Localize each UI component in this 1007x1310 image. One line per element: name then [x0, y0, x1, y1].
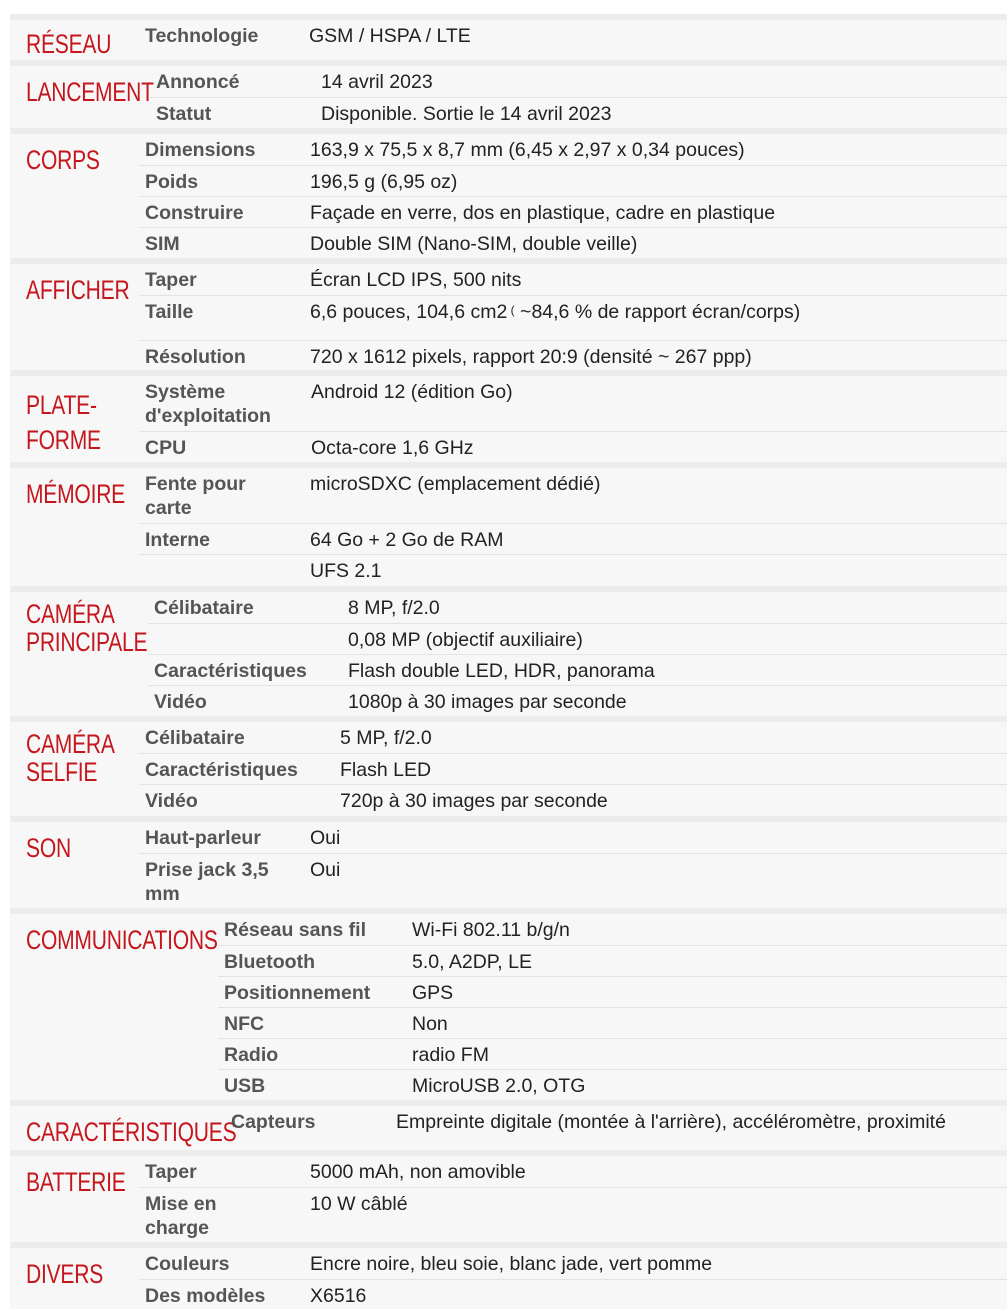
- spec-row: [139, 523, 1007, 554]
- spec-label: Couleurs: [145, 1253, 230, 1275]
- spec-label: Vidéo: [145, 790, 198, 812]
- section-title: CARACTÉRISTIQUES: [26, 1117, 237, 1147]
- section-title: LANCEMENT: [26, 77, 154, 107]
- spec-value: Écran LCD IPS, 500 nits: [310, 269, 522, 291]
- spec-row: [139, 295, 1007, 340]
- spec-value: 5000 mAh, non amovible: [310, 1161, 526, 1183]
- section-communications: [10, 908, 1007, 1100]
- spec-row: [148, 685, 1007, 716]
- spec-row: [225, 1106, 1007, 1150]
- spec-value: GSM / HSPA / LTE: [309, 25, 471, 47]
- spec-row: [139, 134, 1007, 165]
- spec-row: [218, 976, 1007, 1007]
- spec-label: Dimensions: [145, 139, 256, 161]
- spec-value: 0,08 MP (objectif auxiliaire): [348, 629, 583, 651]
- section-lancement: [10, 60, 1007, 128]
- spec-row: [139, 431, 1007, 462]
- spec-value: MicroUSB 2.0, OTG: [412, 1075, 586, 1097]
- spec-row: [139, 196, 1007, 227]
- spec-value: 5 MP, f/2.0: [340, 727, 432, 749]
- spec-row: [139, 340, 1007, 371]
- section-title: SON: [26, 833, 71, 863]
- spec-row: [218, 1038, 1007, 1069]
- section-batterie: [10, 1150, 1007, 1242]
- spec-label: Taper: [145, 269, 197, 291]
- spec-row: [148, 654, 1007, 685]
- spec-value: Flash LED: [340, 759, 432, 781]
- section-afficher: [10, 258, 1007, 370]
- spec-value: 64 Go + 2 Go de RAM: [310, 529, 504, 551]
- spec-row: [139, 784, 1007, 815]
- spec-label: Prise jack 3,5 mm: [145, 859, 269, 905]
- spec-value: Octa-core 1,6 GHz: [311, 437, 474, 459]
- spec-value: 163,9 x 75,5 x 8,7 mm (6,45 x 2,97 x 0,34 pouces): [310, 139, 745, 161]
- spec-value: Non: [412, 1013, 448, 1035]
- section-corps: [10, 128, 1007, 258]
- spec-value: UFS 2.1: [310, 560, 382, 582]
- spec-label: Haut-parleur: [145, 827, 261, 849]
- spec-value: Double SIM (Nano-SIM, double veille): [310, 233, 638, 255]
- spec-label: Poids: [145, 171, 199, 193]
- section-plate-forme: [10, 370, 1007, 462]
- spec-value: 1080p à 30 images par seconde: [348, 691, 627, 713]
- spec-row: [139, 822, 1007, 853]
- spec-row: [139, 722, 1007, 753]
- spec-value: Flash double LED, HDR, panorama: [348, 660, 655, 682]
- section-title: RÉSEAU: [26, 29, 112, 59]
- spec-label: Taille: [145, 301, 194, 323]
- spec-row: [139, 1248, 1007, 1279]
- spec-label: Bluetooth: [224, 951, 315, 973]
- spec-label: Caractéristiques: [145, 759, 298, 781]
- spec-label: Capteurs: [231, 1111, 316, 1133]
- spec-row: [218, 1007, 1007, 1038]
- spec-row: [139, 1187, 1007, 1242]
- section-camera-selfie: [10, 716, 1007, 816]
- spec-value: X6516: [310, 1285, 367, 1307]
- spec-label: Résolution: [145, 346, 246, 368]
- superscript: (: [507, 303, 515, 317]
- section-reseau: [10, 14, 1007, 60]
- spec-label: Des modèles: [145, 1285, 266, 1307]
- spec-value: 10 W câblé: [310, 1193, 408, 1215]
- spec-row: [139, 554, 1007, 585]
- spec-value: Oui: [310, 859, 341, 881]
- spec-value: Encre noire, bleu soie, blanc jade, vert pomme: [310, 1253, 713, 1275]
- spec-row: [218, 1069, 1007, 1100]
- spec-row: [139, 264, 1007, 295]
- section-title: CAMÉRA SELFIE: [26, 729, 115, 787]
- spec-label: Célibataire: [154, 597, 254, 619]
- spec-label: Interne: [145, 529, 211, 551]
- spec-label: Célibataire: [145, 727, 245, 749]
- spec-value: 196,5 g (6,95 oz): [310, 171, 458, 193]
- spec-row: [139, 1156, 1007, 1187]
- spec-value: Empreinte digitale (montée à l'arrière), accéléromètre, proximité: [396, 1111, 946, 1133]
- spec-label: USB: [224, 1075, 266, 1097]
- spec-label: SIM: [145, 233, 180, 255]
- spec-value: Wi-Fi 802.11 b/g/n: [412, 919, 570, 941]
- spec-label: Mise en charge: [145, 1193, 217, 1239]
- section-camera-principale: [10, 586, 1007, 716]
- spec-value: 5.0, A2DP, LE: [412, 951, 532, 973]
- spec-value: microSDXC (emplacement dédié): [310, 473, 601, 495]
- spec-label: Radio: [224, 1044, 279, 1066]
- spec-row: [139, 376, 1007, 431]
- spec-row: [148, 623, 1007, 654]
- section-title: MÉMOIRE: [26, 479, 125, 509]
- spec-value: GPS: [412, 982, 454, 1004]
- spec-label: Construire: [145, 202, 244, 224]
- spec-label: CPU: [145, 437, 187, 459]
- section-son: [10, 816, 1007, 908]
- spec-value: 8 MP, f/2.0: [348, 597, 440, 619]
- spec-row: [218, 945, 1007, 976]
- section-title: PLATE- FORME: [26, 390, 101, 455]
- spec-row: [148, 592, 1007, 623]
- spec-value: 720p à 30 images par seconde: [340, 790, 608, 812]
- spec-label: Statut: [156, 103, 212, 125]
- spec-row: [218, 914, 1007, 945]
- spec-label: Vidéo: [154, 691, 207, 713]
- section-caracteristiques: [10, 1100, 1007, 1150]
- section-title: CAMÉRA PRINCIPALE: [26, 599, 148, 657]
- section-title: AFFICHER: [26, 275, 130, 305]
- spec-label: Système d'exploitation: [145, 381, 271, 427]
- spec-value: Disponible. Sortie le 14 avril 2023: [321, 103, 612, 125]
- spec-value: Android 12 (édition Go): [311, 381, 513, 403]
- spec-label: Caractéristiques: [154, 660, 307, 682]
- section-title: DIVERS: [26, 1259, 104, 1289]
- spec-row: [139, 468, 1007, 523]
- spec-value: Façade en verre, dos en plastique, cadre en plastique: [310, 202, 776, 224]
- spec-value: 14 avril 2023: [321, 71, 433, 93]
- spec-label: Réseau sans fil: [224, 919, 366, 941]
- spec-label: Technologie: [145, 25, 259, 47]
- spec-row: [150, 97, 1007, 128]
- section-title: CORPS: [26, 145, 100, 175]
- spec-row: [139, 1279, 1007, 1310]
- spec-row: [139, 753, 1007, 784]
- spec-label: Annoncé: [156, 71, 240, 93]
- spec-label: Positionnement: [224, 982, 371, 1004]
- spec-row: [139, 853, 1007, 908]
- section-title: BATTERIE: [26, 1167, 126, 1197]
- spec-row: [139, 227, 1007, 258]
- spec-label: Taper: [145, 1161, 197, 1183]
- spec-row: [139, 165, 1007, 196]
- spec-value: 6,6 pouces, 104,6 cm2 ( ~84,6 % de rapport écran/corps): [310, 301, 801, 323]
- spec-value: 720 x 1612 pixels, rapport 20:9 (densité ~ 267 ppp): [310, 346, 752, 368]
- spec-value: Oui: [310, 827, 341, 849]
- spec-label: NFC: [224, 1013, 265, 1035]
- spec-row: [150, 66, 1007, 97]
- spec-label: Fente pour carte: [145, 473, 246, 519]
- spec-value: radio FM: [412, 1044, 489, 1066]
- section-memoire: [10, 462, 1007, 586]
- section-title: COMMUNICATIONS: [26, 925, 218, 955]
- section-divers: [10, 1242, 1007, 1309]
